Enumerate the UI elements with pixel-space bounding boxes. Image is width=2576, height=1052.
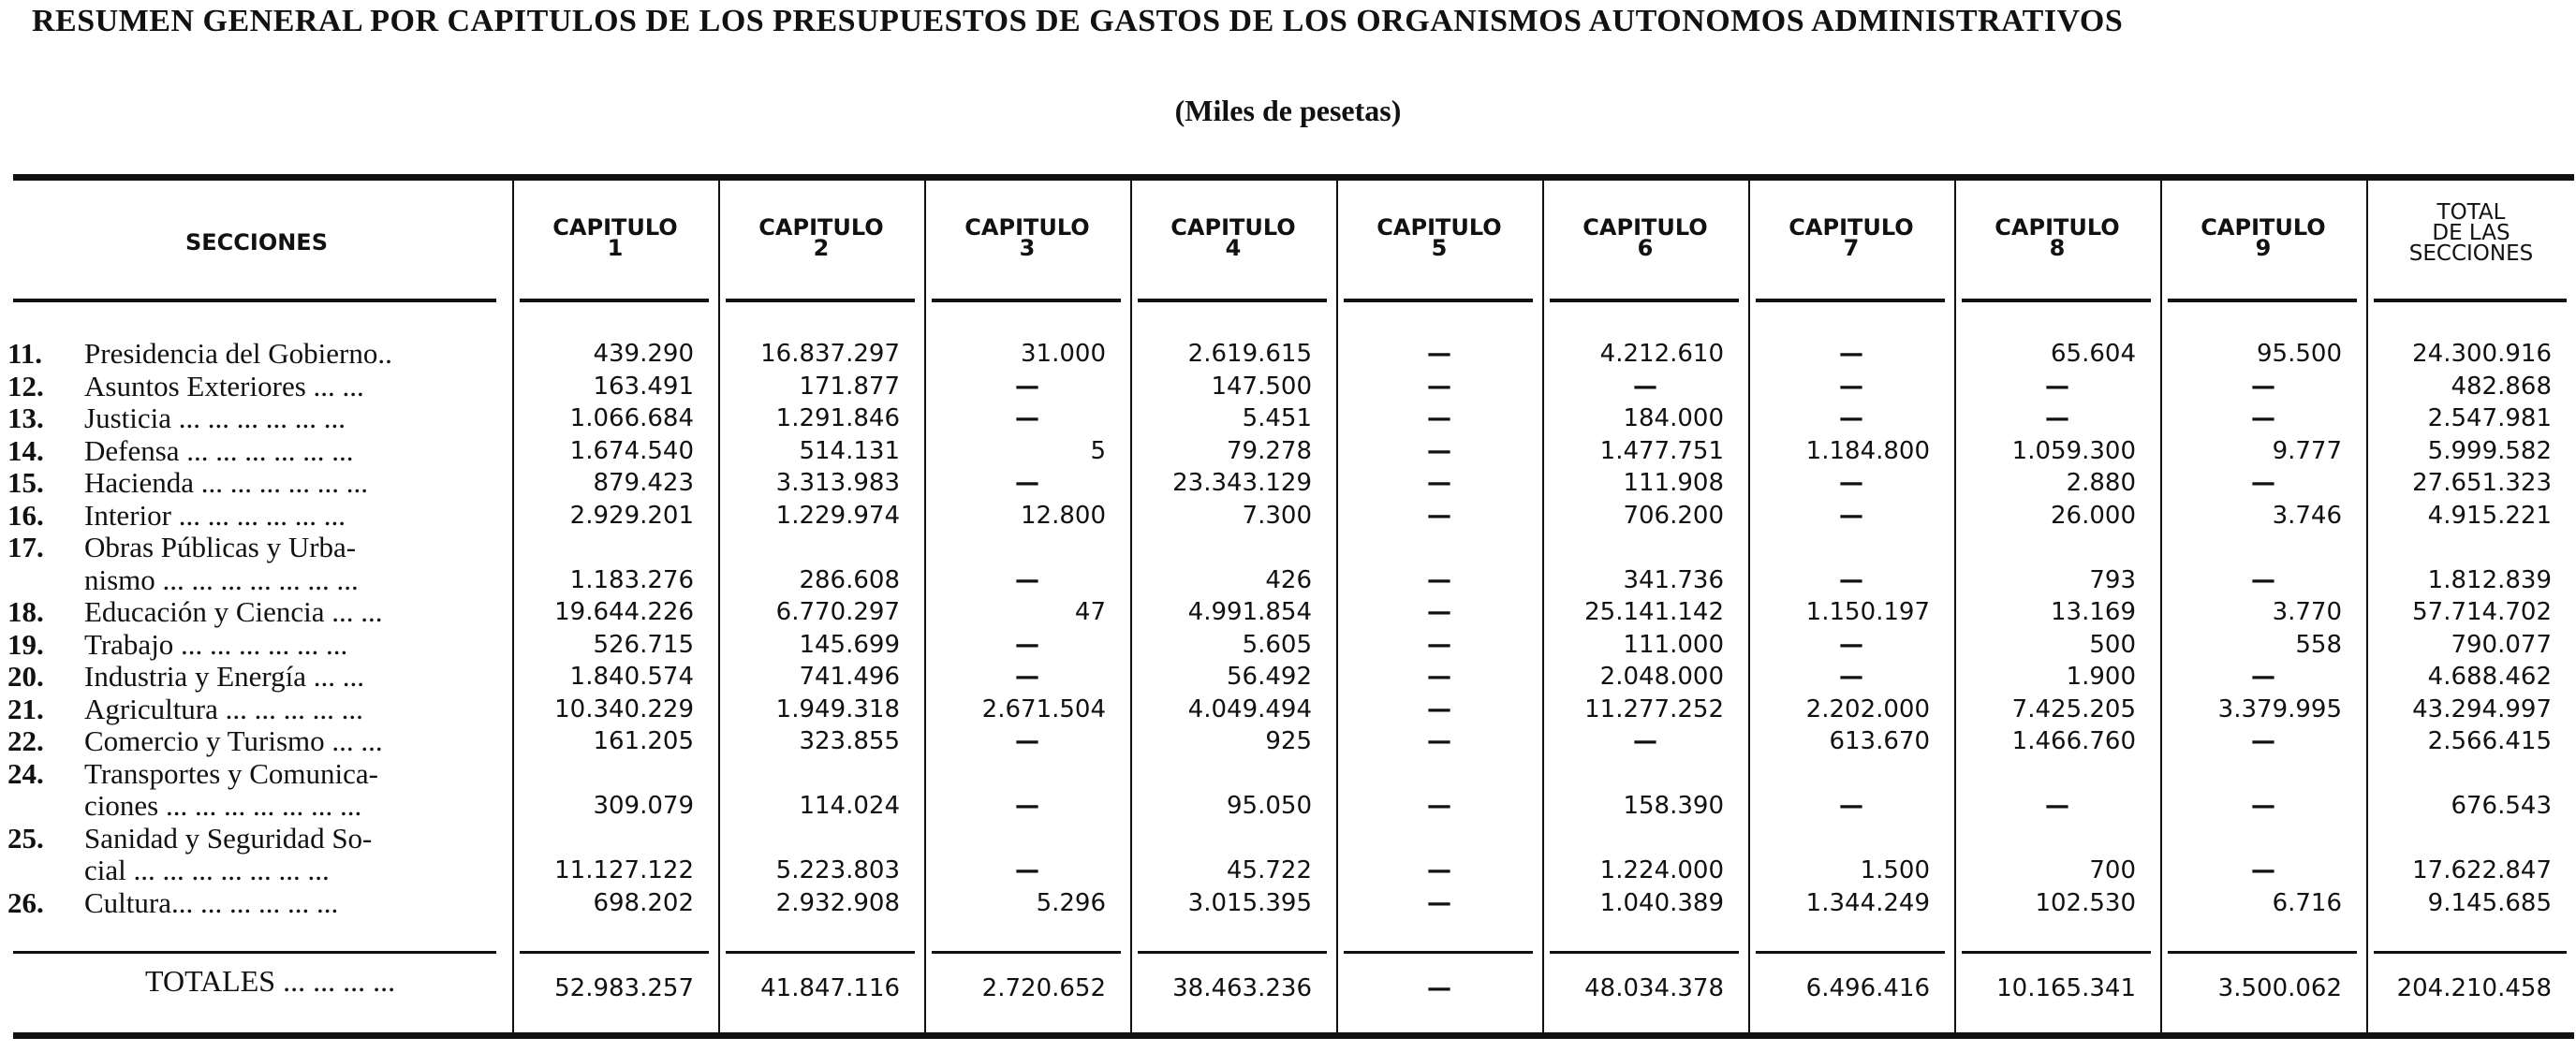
table-cell: 4.212.610 xyxy=(1599,340,1724,368)
row-number: 13. xyxy=(7,402,44,434)
table-cell: — xyxy=(1839,469,1863,497)
table-cell: 145.699 xyxy=(799,630,900,659)
table-row xyxy=(0,434,2576,467)
row-number: 24. xyxy=(7,756,44,790)
table-cell: — xyxy=(1015,792,1039,820)
table-cell: 500 xyxy=(2089,630,2136,659)
table-cell: 25.141.142 xyxy=(1584,598,1724,626)
totals-cell: 52.983.257 xyxy=(554,974,694,1002)
capitulo-header-label: CAPITULO xyxy=(1582,214,1708,241)
table-cell: 1.674.540 xyxy=(569,436,694,465)
table-row xyxy=(0,499,2576,532)
table-cell: — xyxy=(1839,501,1863,530)
row-section-label: nismo ... ... ... ... ... ... ... xyxy=(84,563,359,596)
table-cell: 1.183.276 xyxy=(569,565,694,594)
table-cell: — xyxy=(1839,340,1863,368)
table-cell: 1.229.974 xyxy=(775,501,900,530)
table-cell: 1.840.574 xyxy=(569,663,694,691)
table-cell: 111.908 xyxy=(1623,469,1724,497)
table-bottom-rule xyxy=(13,1032,2574,1039)
table-cell: 4.991.854 xyxy=(1187,598,1312,626)
capitulo-header xyxy=(1542,214,1748,261)
table-cell: 56.492 xyxy=(1227,663,1312,691)
total-header xyxy=(2366,202,2576,264)
totals-rule xyxy=(932,951,1121,954)
capitulo-header-number: 6 xyxy=(1637,235,1654,261)
capitulo-header-label: CAPITULO xyxy=(1788,214,1914,241)
table-cell: 11.277.252 xyxy=(1584,694,1724,723)
capitulo-header xyxy=(512,214,718,261)
totals-rule xyxy=(1138,951,1327,954)
totals-rule xyxy=(520,951,709,954)
capitulo-header xyxy=(1748,214,1954,261)
capitulo-header-number: 8 xyxy=(2049,235,2066,261)
table-cell: 6.716 xyxy=(2272,888,2342,917)
table-cell: 184.000 xyxy=(1623,404,1724,432)
row-section-label: Comercio y Turismo ... ... xyxy=(84,724,383,757)
row-section-label: Asuntos Exteriores ... ... xyxy=(84,369,364,402)
table-row xyxy=(0,628,2576,661)
capitulo-header xyxy=(1954,214,2160,261)
table-cell: 79.278 xyxy=(1227,436,1312,465)
table-row xyxy=(0,337,2576,370)
table-cell: 2.547.981 xyxy=(2427,404,2552,432)
row-section-label: Transportes y Comunica- xyxy=(84,756,378,790)
header-rule xyxy=(2374,299,2567,302)
header-rule xyxy=(2168,299,2357,302)
table-cell: 16.837.297 xyxy=(760,340,900,368)
table-cell: — xyxy=(1427,630,1451,659)
header-rule xyxy=(13,299,496,302)
table-row xyxy=(0,595,2576,628)
table-row xyxy=(0,822,2576,886)
table-cell: — xyxy=(1839,404,1863,432)
row-number: 20. xyxy=(7,660,44,693)
row-section-label: Presidencia del Gobierno.. xyxy=(84,337,392,370)
table-cell: 1.040.389 xyxy=(1599,888,1724,917)
table-cell: — xyxy=(1427,469,1451,497)
table-cell: — xyxy=(1427,694,1451,723)
capitulo-header xyxy=(718,214,924,261)
table-cell: — xyxy=(1427,888,1451,917)
row-number: 15. xyxy=(7,466,44,499)
row-section-label: Interior ... ... ... ... ... ... xyxy=(84,498,346,532)
table-cell: 4.688.462 xyxy=(2427,663,2552,691)
totals-rule xyxy=(1550,951,1739,954)
row-number: 25. xyxy=(7,821,44,855)
capitulo-header-label: CAPITULO xyxy=(1170,214,1296,241)
row-number: 16. xyxy=(7,498,44,532)
capitulo-header-label: CAPITULO xyxy=(1995,214,2120,241)
table-cell: 793 xyxy=(2089,565,2136,594)
total-header-line: TOTAL xyxy=(2436,200,2506,225)
table-cell: 1.812.839 xyxy=(2427,565,2552,594)
table-cell: 879.423 xyxy=(593,469,694,497)
table-cell: — xyxy=(2251,565,2275,594)
table-cell: — xyxy=(1427,727,1451,755)
table-cell: 27.651.323 xyxy=(2412,469,2552,497)
table-cell: — xyxy=(2251,856,2275,884)
capitulo-header-number: 7 xyxy=(1843,235,1860,261)
row-section-label: Sanidad y Seguridad So- xyxy=(84,821,373,855)
table-cell: 31.000 xyxy=(1021,340,1106,368)
totals-rule xyxy=(2168,951,2357,954)
table-cell: 741.496 xyxy=(799,663,900,691)
table-cell: — xyxy=(1427,856,1451,884)
table-cell: — xyxy=(1427,501,1451,530)
table-row xyxy=(0,693,2576,725)
table-cell: — xyxy=(1015,663,1039,691)
table-cell: 158.390 xyxy=(1623,792,1724,820)
table-cell: 790.077 xyxy=(2451,630,2552,659)
table-cell: — xyxy=(1015,372,1039,401)
capitulo-header-number: 1 xyxy=(607,235,624,261)
table-cell: 19.644.226 xyxy=(554,598,694,626)
table-cell: 2.619.615 xyxy=(1187,340,1312,368)
table-cell: 7.300 xyxy=(1242,501,1312,530)
row-number: 18. xyxy=(7,595,44,628)
table-cell: 700 xyxy=(2089,856,2136,884)
totals-cell: 6.496.416 xyxy=(1805,974,1930,1002)
row-section-label: ciones ... ... ... ... ... ... ... xyxy=(84,789,362,822)
table-cell: — xyxy=(1427,436,1451,465)
row-number: 17. xyxy=(7,531,44,563)
table-cell: 111.000 xyxy=(1623,630,1724,659)
table-cell: 1.291.846 xyxy=(775,404,900,432)
capitulo-header-label: CAPITULO xyxy=(758,214,884,241)
table-cell: 309.079 xyxy=(593,792,694,820)
capitulo-header xyxy=(2160,214,2366,261)
table-cell: 558 xyxy=(2295,630,2342,659)
table-cell: 5 xyxy=(1090,436,1106,465)
table-cell: 1.949.318 xyxy=(775,694,900,723)
page-subtitle: (Miles de pesetas) xyxy=(1174,94,1402,127)
table-cell: 23.343.129 xyxy=(1172,469,1312,497)
table-cell: 13.169 xyxy=(2051,598,2136,626)
table-cell: 6.770.297 xyxy=(775,598,900,626)
row-number: 12. xyxy=(7,369,44,402)
table-cell: 1.066.684 xyxy=(569,404,694,432)
table-cell: 147.500 xyxy=(1211,372,1312,401)
row-section-label: Obras Públicas y Urba- xyxy=(84,531,357,563)
table-cell: 11.127.122 xyxy=(554,856,694,884)
table-cell: — xyxy=(2251,469,2275,497)
table-cell: 3.746 xyxy=(2272,501,2342,530)
table-cell: 43.294.997 xyxy=(2412,694,2552,723)
capitulo-header-number: 5 xyxy=(1431,235,1448,261)
table-cell: 2.566.415 xyxy=(2427,727,2552,755)
capitulo-header-label: CAPITULO xyxy=(1376,214,1502,241)
capitulo-header xyxy=(1130,214,1336,261)
row-section-label: Industria y Energía ... ... xyxy=(84,660,365,693)
totals-rule xyxy=(726,951,915,954)
table-cell: — xyxy=(2045,792,2069,820)
table-cell: — xyxy=(1015,565,1039,594)
table-cell: 47 xyxy=(1074,598,1106,626)
table-cell: 286.608 xyxy=(799,565,900,594)
table-cell: 5.999.582 xyxy=(2427,436,2552,465)
table-cell: 676.543 xyxy=(2451,792,2552,820)
table-cell: — xyxy=(1427,340,1451,368)
table-cell: 925 xyxy=(1265,727,1312,755)
row-section-label: Hacienda ... ... ... ... ... ... xyxy=(84,466,369,499)
page-title: RESUMEN GENERAL POR CAPITULOS DE LOS PRESUPUESTOS DE GASTOS DE LOS ORGANISMOS AUTONOMOS ADMINISTRATIVOS xyxy=(32,4,2124,38)
table-cell: 2.202.000 xyxy=(1805,694,1930,723)
table-cell: — xyxy=(1839,792,1863,820)
totals-rule xyxy=(1962,951,2151,954)
row-number: 19. xyxy=(7,627,44,661)
table-cell: — xyxy=(2251,727,2275,755)
table-cell: 2.929.201 xyxy=(569,501,694,530)
table-row xyxy=(0,370,2576,402)
table-cell: 514.131 xyxy=(799,436,900,465)
table-cell: 3.379.995 xyxy=(2217,694,2342,723)
table-cell: 2.048.000 xyxy=(1599,663,1724,691)
table-cell: 9.145.685 xyxy=(2427,888,2552,917)
header-rule xyxy=(520,299,709,302)
table-cell: 57.714.702 xyxy=(2412,598,2552,626)
table-cell: 482.868 xyxy=(2451,372,2552,401)
totals-rule xyxy=(2374,951,2567,954)
table-cell: 2.671.504 xyxy=(981,694,1106,723)
table-cell: 3.770 xyxy=(2272,598,2342,626)
table-cell: 1.500 xyxy=(1860,856,1930,884)
totals-rule xyxy=(1344,951,1533,954)
table-cell: — xyxy=(1839,663,1863,691)
header-rule xyxy=(1756,299,1945,302)
table-cell: — xyxy=(2045,372,2069,401)
table-cell: 65.604 xyxy=(2051,340,2136,368)
table-cell: 17.622.847 xyxy=(2412,856,2552,884)
table-cell: 12.800 xyxy=(1021,501,1106,530)
row-section-label: Trabajo ... ... ... ... ... ... xyxy=(84,627,348,661)
table-cell: 3.015.395 xyxy=(1187,888,1312,917)
table-cell: 426 xyxy=(1265,565,1312,594)
table-cell: 323.855 xyxy=(799,727,900,755)
table-cell: 2.932.908 xyxy=(775,888,900,917)
header-rule xyxy=(932,299,1121,302)
table-cell: — xyxy=(1839,630,1863,659)
table-cell: 4.049.494 xyxy=(1187,694,1312,723)
table-cell: 10.340.229 xyxy=(554,694,694,723)
capitulo-header xyxy=(924,214,1130,261)
header-rule xyxy=(1550,299,1739,302)
table-cell: 95.500 xyxy=(2257,340,2342,368)
table-row xyxy=(0,724,2576,757)
capitulo-header-number: 3 xyxy=(1019,235,1036,261)
header-rule xyxy=(1138,299,1327,302)
table-cell: — xyxy=(1427,404,1451,432)
table-top-rule xyxy=(13,174,2574,181)
table-row xyxy=(0,531,2576,595)
header-rule xyxy=(1962,299,2151,302)
totals-cell: — xyxy=(1427,974,1451,1002)
table-row xyxy=(0,660,2576,693)
table-row xyxy=(0,466,2576,499)
capitulo-header xyxy=(1336,214,1542,261)
table-cell: — xyxy=(1427,565,1451,594)
table-cell: 45.722 xyxy=(1227,856,1312,884)
table-cell: 2.880 xyxy=(2066,469,2136,497)
table-row xyxy=(0,402,2576,434)
table-cell: 698.202 xyxy=(593,888,694,917)
row-section-label: cial ... ... ... ... ... ... ... xyxy=(84,854,330,886)
table-cell: — xyxy=(1015,630,1039,659)
table-cell: 102.530 xyxy=(2035,888,2136,917)
table-cell: 161.205 xyxy=(593,727,694,755)
table-cell: 5.223.803 xyxy=(775,856,900,884)
capitulo-header-number: 2 xyxy=(813,235,830,261)
table-cell: — xyxy=(1427,663,1451,691)
table-cell: 439.290 xyxy=(593,340,694,368)
table-cell: 1.224.000 xyxy=(1599,856,1724,884)
table-cell: — xyxy=(2251,663,2275,691)
table-row xyxy=(0,757,2576,822)
totals-rule xyxy=(13,951,496,954)
total-header-line: SECCIONES xyxy=(2408,241,2534,266)
capitulo-header-label: CAPITULO xyxy=(552,214,678,241)
table-cell: 171.877 xyxy=(799,372,900,401)
table-cell: 613.670 xyxy=(1829,727,1930,755)
header-rule xyxy=(1344,299,1533,302)
table-cell: 341.736 xyxy=(1623,565,1724,594)
table-cell: — xyxy=(1427,372,1451,401)
table-cell: 1.150.197 xyxy=(1805,598,1930,626)
row-number: 14. xyxy=(7,433,44,467)
table-cell: 1.184.800 xyxy=(1805,436,1930,465)
table-cell: 5.451 xyxy=(1242,404,1312,432)
table-cell: 1.477.751 xyxy=(1599,436,1724,465)
table-cell: — xyxy=(1427,792,1451,820)
table-cell: — xyxy=(1427,598,1451,626)
totals-cell: 10.165.341 xyxy=(1996,974,2136,1002)
table-cell: — xyxy=(1633,727,1657,755)
table-cell: — xyxy=(1839,372,1863,401)
table-row xyxy=(0,886,2576,919)
table-cell: 526.715 xyxy=(593,630,694,659)
table-cell: — xyxy=(1839,565,1863,594)
totals-cell: 48.034.378 xyxy=(1584,974,1724,1002)
row-section-label: Cultura... ... ... ... ... ... xyxy=(84,885,339,919)
table-cell: — xyxy=(2251,792,2275,820)
table-cell: 5.296 xyxy=(1036,888,1106,917)
table-cell: — xyxy=(2251,404,2275,432)
table-cell: 163.491 xyxy=(593,372,694,401)
table-cell: 95.050 xyxy=(1227,792,1312,820)
table-cell: — xyxy=(2251,372,2275,401)
header-rule xyxy=(726,299,915,302)
row-section-label: Agricultura ... ... ... ... ... xyxy=(84,692,363,725)
totals-cell: 3.500.062 xyxy=(2217,974,2342,1002)
totals-cell: 2.720.652 xyxy=(981,974,1106,1002)
capitulo-header-label: CAPITULO xyxy=(2201,214,2326,241)
table-cell: 3.313.983 xyxy=(775,469,900,497)
row-number: 22. xyxy=(7,724,44,757)
table-cell: 1.344.249 xyxy=(1805,888,1930,917)
row-number: 11. xyxy=(7,337,43,370)
totals-rule xyxy=(1756,951,1945,954)
table-cell: — xyxy=(1633,372,1657,401)
table-cell: — xyxy=(1015,727,1039,755)
table-cell: 9.777 xyxy=(2272,436,2342,465)
table-cell: 1.466.760 xyxy=(2011,727,2136,755)
capitulo-header-label: CAPITULO xyxy=(964,214,1090,241)
table-cell: 1.900 xyxy=(2066,663,2136,691)
table-cell: — xyxy=(1015,469,1039,497)
totals-cell: 204.210.458 xyxy=(2396,974,2552,1002)
row-section-label: Defensa ... ... ... ... ... ... xyxy=(84,433,354,467)
table-cell: 5.605 xyxy=(1242,630,1312,659)
table-cell: — xyxy=(1015,856,1039,884)
totals-label: TOTALES ... ... ... ... xyxy=(145,964,396,998)
table-cell: 24.300.916 xyxy=(2412,340,2552,368)
table-cell: — xyxy=(1015,404,1039,432)
row-section-label: Justicia ... ... ... ... ... ... xyxy=(84,402,346,434)
table-cell: 1.059.300 xyxy=(2011,436,2136,465)
secciones-header: SECCIONES xyxy=(184,229,328,256)
table-cell: 4.915.221 xyxy=(2427,501,2552,530)
capitulo-header-number: 9 xyxy=(2255,235,2272,261)
row-number: 21. xyxy=(7,692,44,725)
totals-cell: 41.847.116 xyxy=(760,974,900,1002)
capitulo-header-number: 4 xyxy=(1225,235,1242,261)
table-cell: 26.000 xyxy=(2051,501,2136,530)
table-cell: — xyxy=(2045,404,2069,432)
table-cell: 706.200 xyxy=(1623,501,1724,530)
table-cell: 7.425.205 xyxy=(2011,694,2136,723)
totals-cell: 38.463.236 xyxy=(1172,974,1312,1002)
row-number: 26. xyxy=(7,885,44,919)
row-section-label: Educación y Ciencia ... ... xyxy=(84,595,383,628)
total-header-line: DE LAS xyxy=(2432,221,2510,245)
table-cell: 114.024 xyxy=(799,792,900,820)
